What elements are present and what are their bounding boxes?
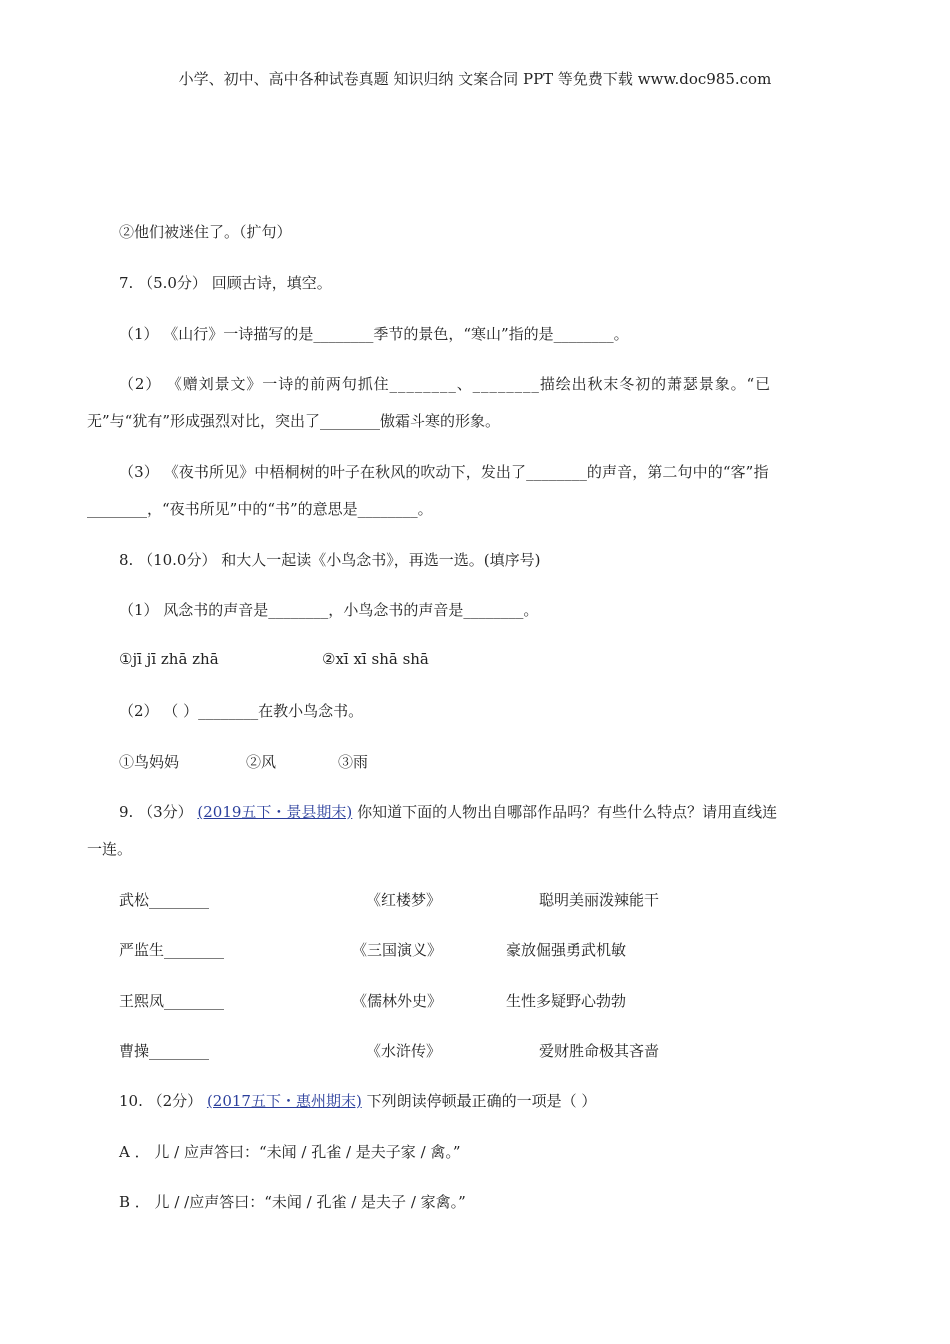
question-7-part-2: （2） 《赠刘景文》一诗的前两句抓住________、________描绘出秋末冬初的萧瑟景象。“已 [119,375,771,393]
q9-trait: 爱财胜命极其吝啬 [539,1042,660,1060]
question-8-part-2: （2） （ ）________在教小鸟念书。 [119,702,364,720]
page-header: 小学、初中、高中各种试卷真题 知识归纳 文案合同 PPT 等免费下载 www.doc985.com [178,70,772,88]
question-7-part-2-continued: 无”与“犹有”形成强烈对比，突出了________傲霜斗寒的形象。 [87,412,501,430]
question-10-title [119,1090,596,1111]
question-9-text: 你知道下面的人物出自哪部作品吗？有些什么特点？请用直线连 [352,803,778,821]
question-10-number: 10. （2分） [119,1092,207,1110]
question-7-title: 7. （5.0分） 回顾古诗，填空。 [119,274,332,292]
question-6-item-2: ②他们被迷住了。（扩句） [119,223,292,241]
q9-person: 王熙凤________ [119,992,225,1010]
question-7-part-3: （3） 《夜书所见》中梧桐树的叶子在秋风的吹动下，发出了________的声音，第二句中的“客”指 [119,463,769,481]
q9-work: 《水浒传》 [366,1042,442,1060]
question-10-text: 下列朗读停顿最正确的一项是（ ） [361,1092,597,1110]
q9-work: 《三国演义》 [352,941,443,959]
q9-person: 严监生________ [119,941,225,959]
question-8-part-1: （1） 风念书的声音是________，小鸟念书的声音是________。 [119,601,539,619]
q9-trait: 聪明美丽泼辣能干 [539,891,660,909]
question-7-part-1: （1） 《山行》一诗描写的是________季节的景色，“寒山”指的是________。 [119,325,629,343]
question-10-option-a[interactable]: A ． 儿 / 应声答曰：“未闻 / 孔雀 / 是夫子家 / 禽。” [119,1143,461,1161]
question-8-part-2-option-3: ③雨 [338,753,369,771]
q9-person: 武松________ [119,891,210,909]
question-8-part-2-option-2: ②风 [246,753,277,771]
question-10-option-b[interactable]: B ． 儿 / /应声答曰：“未闻 / 孔雀 / 是夫子 / 家禽。” [119,1193,466,1211]
question-9-number: 9. （3分） [119,803,198,821]
q9-work: 《红楼梦》 [366,891,442,909]
q9-trait: 生性多疑野心勃勃 [506,992,627,1010]
question-7-part-3-continued: ________，“夜书所见”中的“书”的意思是________。 [87,500,433,518]
question-9-title-continued: 一连。 [87,840,133,858]
question-8-part-1-option-2: ②xī xī shā shā [322,650,429,668]
question-10-source-link[interactable]: (2017五下・惠州期末) [206,1092,362,1110]
q9-work: 《儒林外史》 [352,992,443,1010]
question-8-part-1-option-1: ①jī jī zhā zhā [119,650,219,668]
question-9-source-link[interactable]: (2019五下・景县期末) [197,803,353,821]
question-8-part-2-option-1: ①鸟妈妈 [119,753,180,771]
q9-trait: 豪放倔强勇武机敏 [506,941,627,959]
question-8-title: 8. （10.0分） 和大人一起读《小鸟念书》，再选一选。(填序号) [119,551,541,569]
question-9-title [119,801,777,822]
q9-person: 曹操________ [119,1042,210,1060]
